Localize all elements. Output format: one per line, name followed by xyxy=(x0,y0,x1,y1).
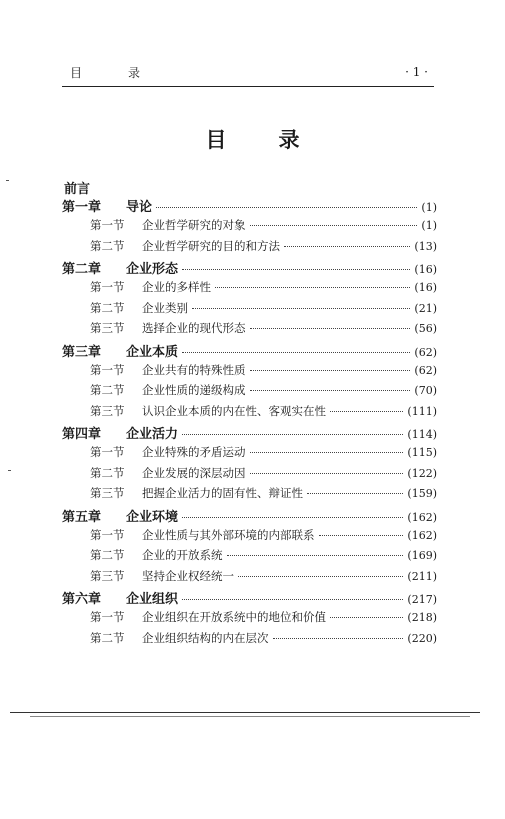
chapter-title: 企业活力 xyxy=(126,427,179,442)
page-reference: (16) xyxy=(414,281,437,294)
section-number: 第二节 xyxy=(90,465,125,480)
toc-section-row xyxy=(62,320,437,341)
bottom-rule-secondary xyxy=(30,716,470,717)
section-title: 企业哲学研究的对象 xyxy=(142,218,246,232)
page-reference: (62) xyxy=(414,363,437,377)
dot-leader xyxy=(227,555,404,556)
section-title: 企业发展的深层动因 xyxy=(142,465,246,480)
page-reference: (122) xyxy=(407,466,437,480)
toc-section-row xyxy=(62,300,437,321)
section-number: 第一节 xyxy=(90,218,125,232)
dot-leader xyxy=(330,411,403,412)
section-number: 第三节 xyxy=(90,486,125,500)
toc-section-row xyxy=(62,238,437,259)
toc-section-row xyxy=(62,609,437,630)
dot-leader xyxy=(215,287,410,288)
section-number: 第三节 xyxy=(90,321,125,335)
page-reference: (70) xyxy=(414,384,437,397)
dot-leader xyxy=(182,352,410,353)
section-number: 第二节 xyxy=(90,383,125,397)
section-title: 企业性质的递级构成 xyxy=(142,383,246,397)
page-reference: (220) xyxy=(407,631,437,645)
toc-chapter-row xyxy=(62,423,437,444)
page-reference: (111) xyxy=(407,404,437,418)
section-title: 企业类别 xyxy=(142,300,188,315)
section-number: 第一节 xyxy=(90,362,125,377)
section-title: 企业的多样性 xyxy=(142,280,211,294)
dot-leader xyxy=(319,535,404,536)
section-number: 第三节 xyxy=(90,568,125,583)
toc-section-row xyxy=(62,217,437,238)
chapter-number: 第四章 xyxy=(62,427,102,442)
page-title-char: 目 xyxy=(205,128,227,152)
page-reference: (115) xyxy=(407,446,437,459)
page-reference: (169) xyxy=(407,549,437,562)
section-title: 把握企业活力的固有性、辩证性 xyxy=(142,486,303,500)
dot-leader xyxy=(182,599,403,600)
dot-leader xyxy=(250,473,404,474)
toc-section-row xyxy=(62,465,437,486)
section-title: 选择企业的现代形态 xyxy=(142,321,246,335)
toc-section-row xyxy=(62,403,437,424)
toc-chapter-row xyxy=(62,196,437,217)
chapter-title: 导论 xyxy=(126,200,153,215)
dot-leader xyxy=(238,576,403,577)
bottom-rule xyxy=(10,712,480,713)
section-title: 坚持企业权经统一 xyxy=(142,568,234,583)
chapter-title: 企业组织 xyxy=(126,592,179,607)
section-number: 第二节 xyxy=(90,630,125,645)
section-number: 第三节 xyxy=(90,403,125,418)
dot-leader xyxy=(182,434,403,435)
chapter-number: 第六章 xyxy=(62,592,102,607)
chapter-title: 企业本质 xyxy=(126,344,179,360)
scan-mark xyxy=(6,180,9,181)
running-header-char: 录 xyxy=(128,66,141,80)
header-rule xyxy=(62,86,434,87)
page-reference: (159) xyxy=(407,487,437,500)
toc-preface: 前言 xyxy=(64,182,91,197)
toc-chapter-row xyxy=(62,341,437,362)
scan-mark xyxy=(8,470,11,471)
toc-section-row xyxy=(62,279,437,300)
page-reference: (56) xyxy=(414,322,437,335)
page-reference: (1) xyxy=(421,201,437,214)
section-title: 企业组织在开放系统中的地位和价值 xyxy=(142,610,326,624)
toc-section-row xyxy=(62,485,437,506)
page-reference: (162) xyxy=(407,510,437,524)
dot-leader xyxy=(250,328,411,329)
running-header xyxy=(62,62,432,82)
section-title: 企业哲学研究的目的和方法 xyxy=(142,238,280,253)
page-reference: (62) xyxy=(414,345,437,359)
section-title: 企业共有的特殊性质 xyxy=(142,362,246,377)
section-title: 认识企业本质的内在性、客观实在性 xyxy=(142,403,326,418)
page-reference: (13) xyxy=(414,239,437,253)
toc-chapter-row xyxy=(62,506,437,527)
toc-section-row xyxy=(62,444,437,465)
chapter-number: 第二章 xyxy=(62,262,102,277)
dot-leader xyxy=(330,617,403,618)
page-reference: (217) xyxy=(407,593,437,606)
dot-leader xyxy=(250,452,404,453)
chapter-number: 第五章 xyxy=(62,509,102,525)
running-header-title xyxy=(70,64,140,81)
section-title: 企业的开放系统 xyxy=(142,548,223,562)
toc-list xyxy=(62,196,437,650)
dot-leader xyxy=(192,308,410,309)
page-reference: (211) xyxy=(407,569,437,583)
dot-leader xyxy=(284,246,410,247)
page-title xyxy=(0,124,505,154)
section-number: 第一节 xyxy=(90,445,125,459)
section-number: 第一节 xyxy=(90,280,125,294)
toc-section-row xyxy=(62,382,437,403)
page-reference: (162) xyxy=(407,528,437,542)
section-number: 第二节 xyxy=(90,238,125,253)
toc-section-row xyxy=(62,630,437,651)
chapter-number: 第三章 xyxy=(62,344,102,360)
dot-leader xyxy=(182,269,410,270)
chapter-title: 企业环境 xyxy=(126,509,179,525)
page-reference: (218) xyxy=(407,611,437,624)
section-title: 企业特殊的矛盾运动 xyxy=(142,445,246,459)
page-reference: (16) xyxy=(414,263,437,276)
toc-chapter-row xyxy=(62,588,437,609)
dot-leader xyxy=(156,207,417,208)
running-header-char: 目 xyxy=(70,66,83,80)
section-number: 第二节 xyxy=(90,548,125,562)
page-reference: (114) xyxy=(407,428,437,441)
dot-leader xyxy=(250,390,411,391)
section-title: 企业性质与其外部环境的内部联系 xyxy=(142,527,315,542)
section-number: 第一节 xyxy=(90,610,125,624)
chapter-number: 第一章 xyxy=(62,200,102,215)
section-title: 企业组织结构的内在层次 xyxy=(142,630,269,645)
toc-section-row xyxy=(62,568,437,589)
toc-section-row xyxy=(62,362,437,383)
page-reference: (21) xyxy=(414,301,437,315)
page-title-char: 录 xyxy=(278,128,300,152)
toc-section-row xyxy=(62,547,437,568)
page-number: · 1 · xyxy=(405,65,428,79)
dot-leader xyxy=(250,370,411,371)
chapter-title: 企业形态 xyxy=(126,262,179,277)
section-number: 第二节 xyxy=(90,300,125,315)
toc-section-row xyxy=(62,527,437,548)
dot-leader xyxy=(250,225,418,226)
section-number: 第一节 xyxy=(90,527,125,542)
dot-leader xyxy=(307,493,403,494)
dot-leader xyxy=(182,517,403,518)
page-reference: (1) xyxy=(421,219,437,232)
toc-chapter-row xyxy=(62,258,437,279)
dot-leader xyxy=(273,638,404,639)
